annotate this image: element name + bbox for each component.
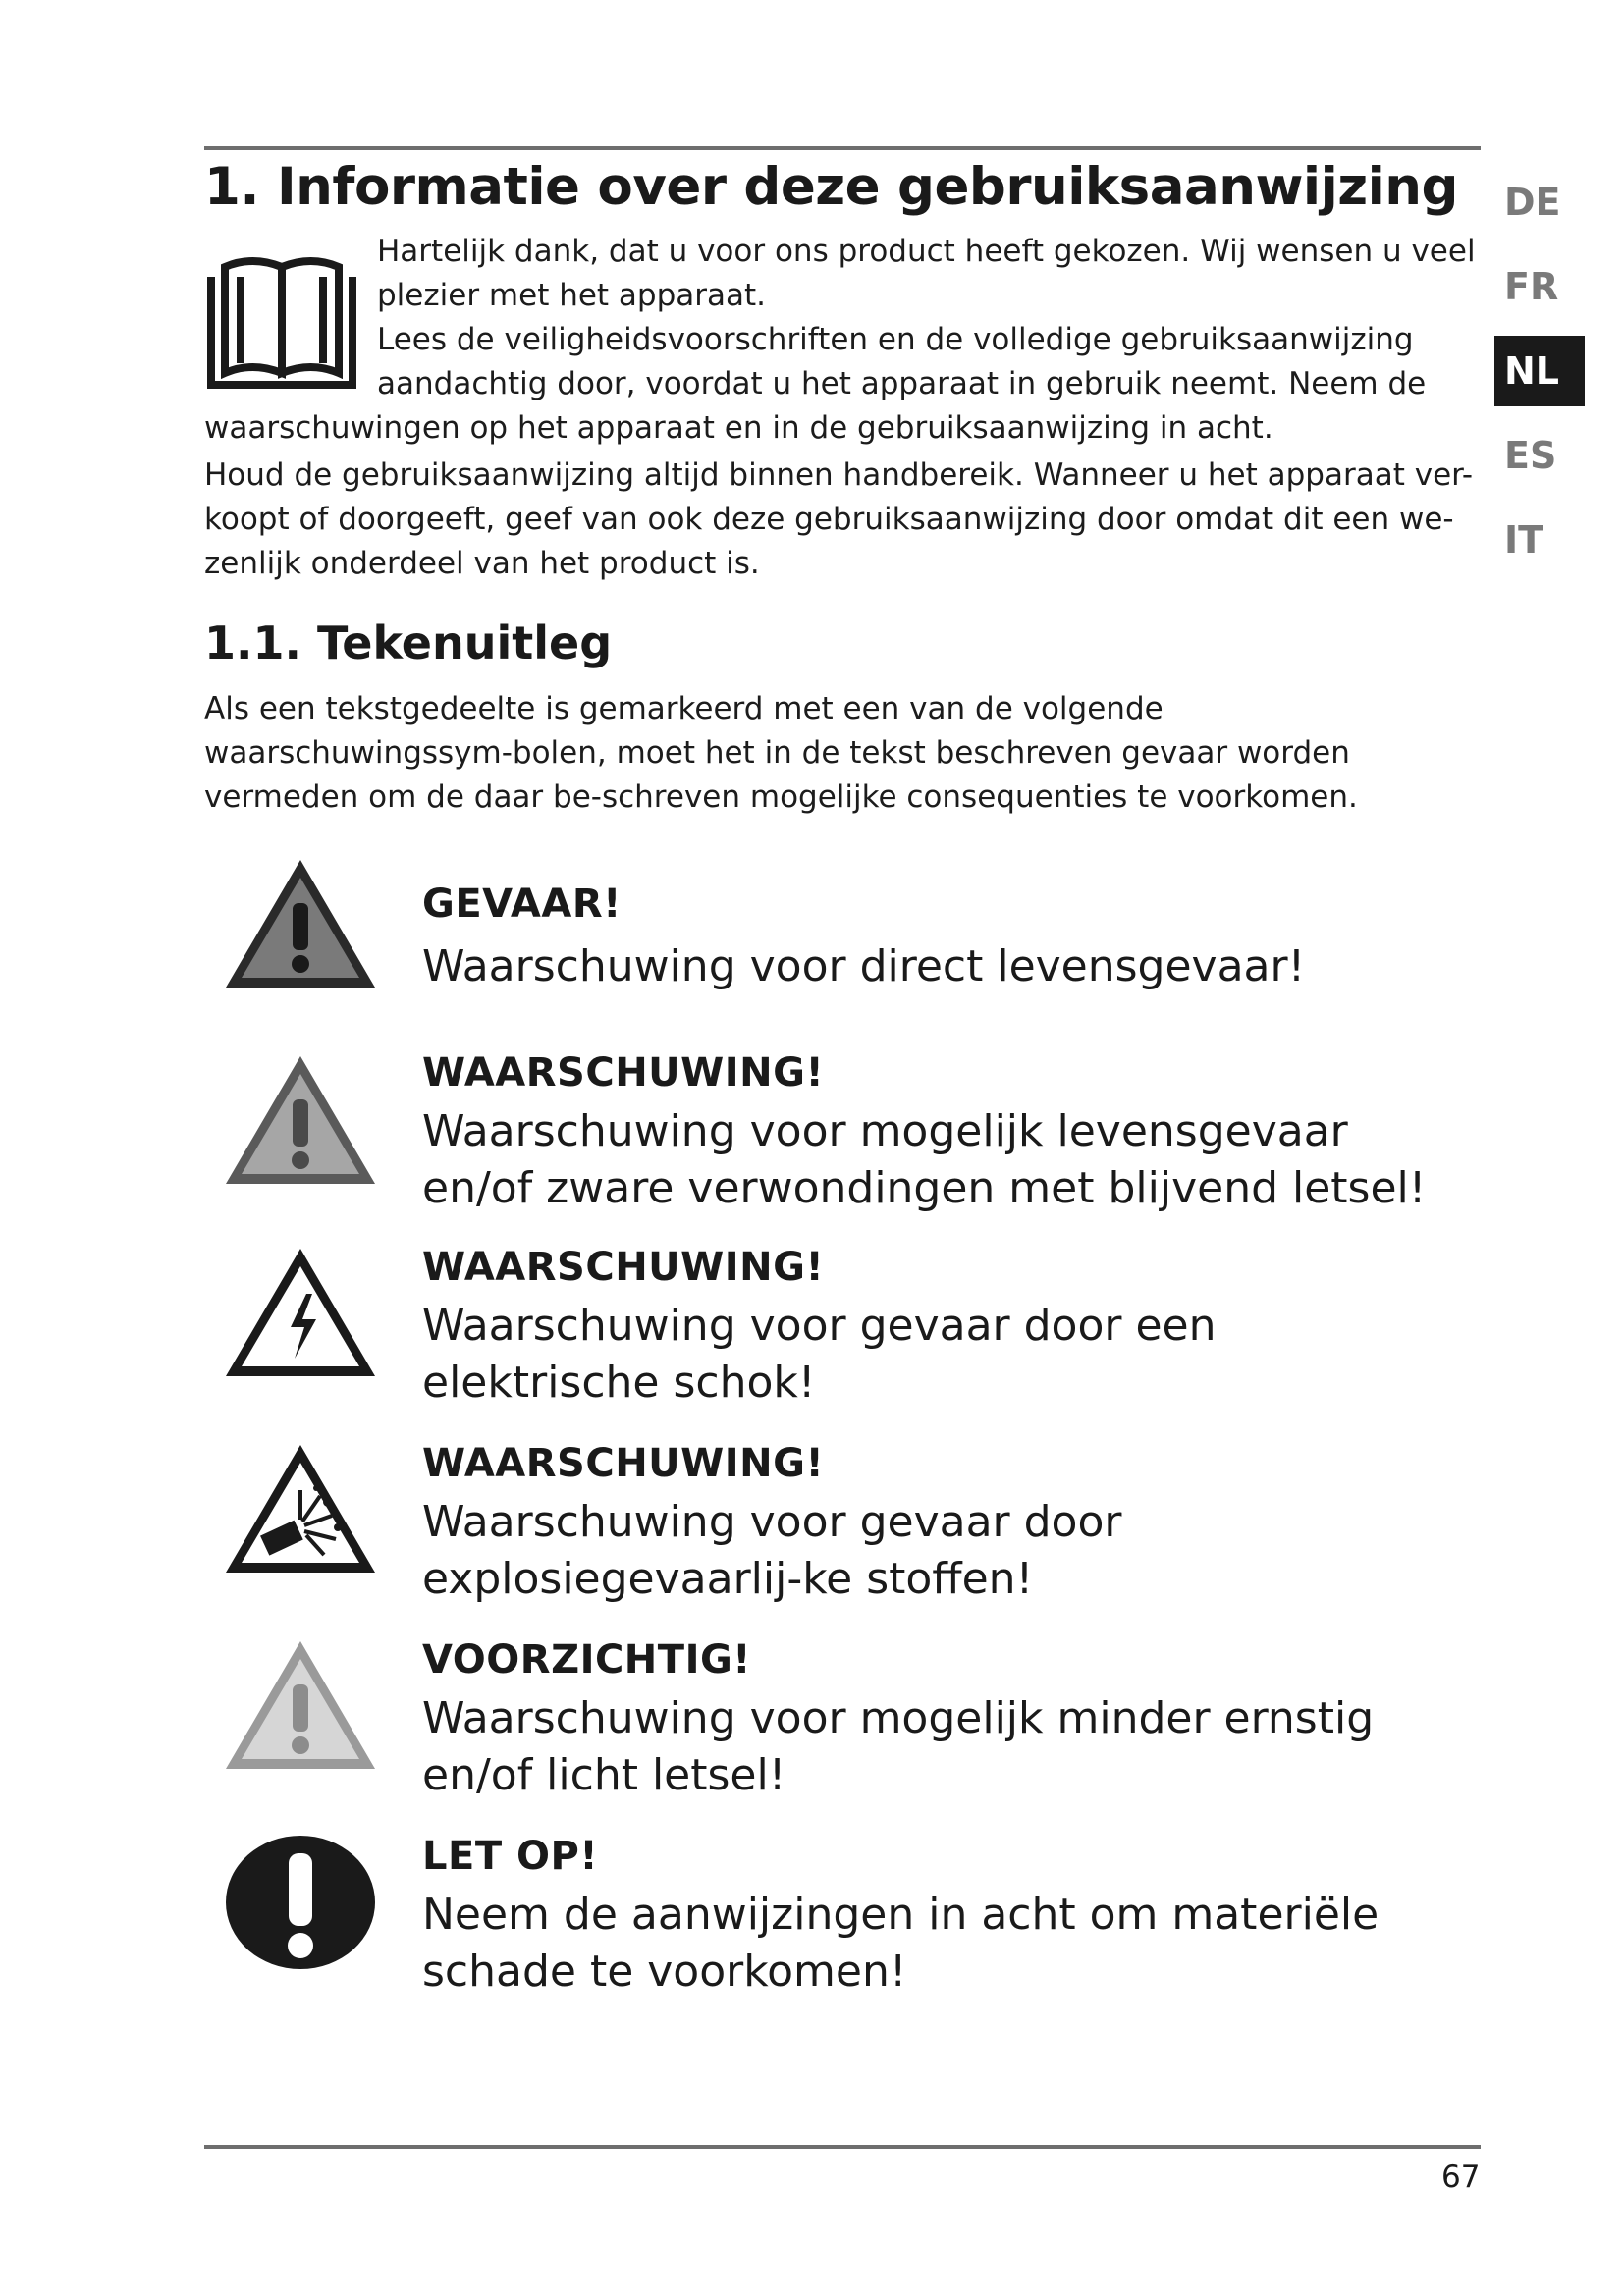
- warning-notice: [204, 1834, 1481, 2030]
- electric-shock-icon: [222, 1245, 379, 1382]
- caution-triangle-icon: [222, 1637, 379, 1775]
- warning-danger: [204, 852, 1481, 1029]
- warning-text: Waarschuwing voor gevaar door een elektrische schok!: [422, 1301, 1217, 1408]
- warning-text: Waarschuwing voor gevaar door explosiegevaarlij-ke stoffen!: [422, 1497, 1122, 1604]
- warning-caution: [204, 1637, 1481, 1834]
- lang-tab-es[interactable]: ES: [1504, 434, 1557, 477]
- warning-title: VOORZICHTIG!: [422, 1637, 752, 1682]
- danger-triangle-icon: [222, 856, 379, 993]
- intro-line-1: Hartelijk dank, dat u voor ons product heeft gekozen. Wij wensen u veel: [377, 234, 1476, 269]
- page-number: 67: [1441, 2160, 1481, 2195]
- warning-text: Waarschuwing voor direct levensgevaar!: [422, 941, 1306, 991]
- warning-warning: [204, 1050, 1481, 1247]
- explosive-icon: [222, 1441, 379, 1578]
- warning-title: LET OP!: [422, 1834, 599, 1879]
- warning-explosive: [204, 1441, 1481, 1637]
- top-rule: [204, 146, 1481, 150]
- intro-paragraph: Houd de gebruiksaanwijzing altijd binnen handbereik. Wanneer u het apparaat ver-koopt of doorgeeft, geef van ook deze gebruiksaanwijzing door omdat dit een we-zenlijk onderdeel van het product is.: [204, 457, 1474, 581]
- warning-title: WAARSCHUWING!: [422, 1441, 825, 1486]
- bottom-rule: [204, 2145, 1481, 2149]
- warning-text: Neem de aanwijzingen in acht om materiële schade te voorkomen!: [422, 1890, 1380, 1997]
- warning-title: WAARSCHUWING!: [422, 1050, 825, 1095]
- warning-triangle-icon: [222, 1052, 379, 1190]
- section-title: 1.1. Tekenuitleg: [204, 616, 613, 669]
- intro-line-3: Lees de veiligheidsvoorschriften en de volledige gebruiksaanwijzing: [377, 322, 1414, 357]
- page-title: 1. Informatie over deze gebruiksaanwijzing: [204, 157, 1458, 217]
- notice-circle-icon: [222, 1834, 379, 1971]
- section-paragraph: Als een tekstgedeelte is gemarkeerd met een van de volgende waarschuwingssym-bolen, moet het in de tekst beschreven gevaar worden vermeden om de daar be-schreven mogelijke consequenties te voorkomen.: [204, 691, 1358, 815]
- warning-text: Waarschuwing voor mogelijk levensgevaar en/of zware verwondingen met blijvend letsel!: [422, 1106, 1427, 1213]
- intro-line-2: plezier met het apparaat.: [377, 278, 767, 313]
- warning-electric: [204, 1245, 1481, 1441]
- lang-tab-de[interactable]: DE: [1504, 181, 1561, 224]
- intro-line-4: aandachtig door, voordat u het apparaat in gebruik neemt. Neem de: [377, 366, 1427, 401]
- lang-tab-nl[interactable]: NL: [1494, 336, 1585, 406]
- book-icon: [203, 255, 360, 393]
- warning-title: WAARSCHUWING!: [422, 1245, 825, 1290]
- warning-text: Waarschuwing voor mogelijk minder ernstig en/of licht letsel!: [422, 1693, 1375, 1800]
- warning-title: GEVAAR!: [422, 881, 622, 927]
- lang-tab-fr[interactable]: FR: [1504, 265, 1559, 308]
- lang-tab-it[interactable]: IT: [1504, 518, 1544, 561]
- intro-line-5: waarschuwingen op het apparaat en in de gebruiksaanwijzing in acht.: [204, 410, 1273, 446]
